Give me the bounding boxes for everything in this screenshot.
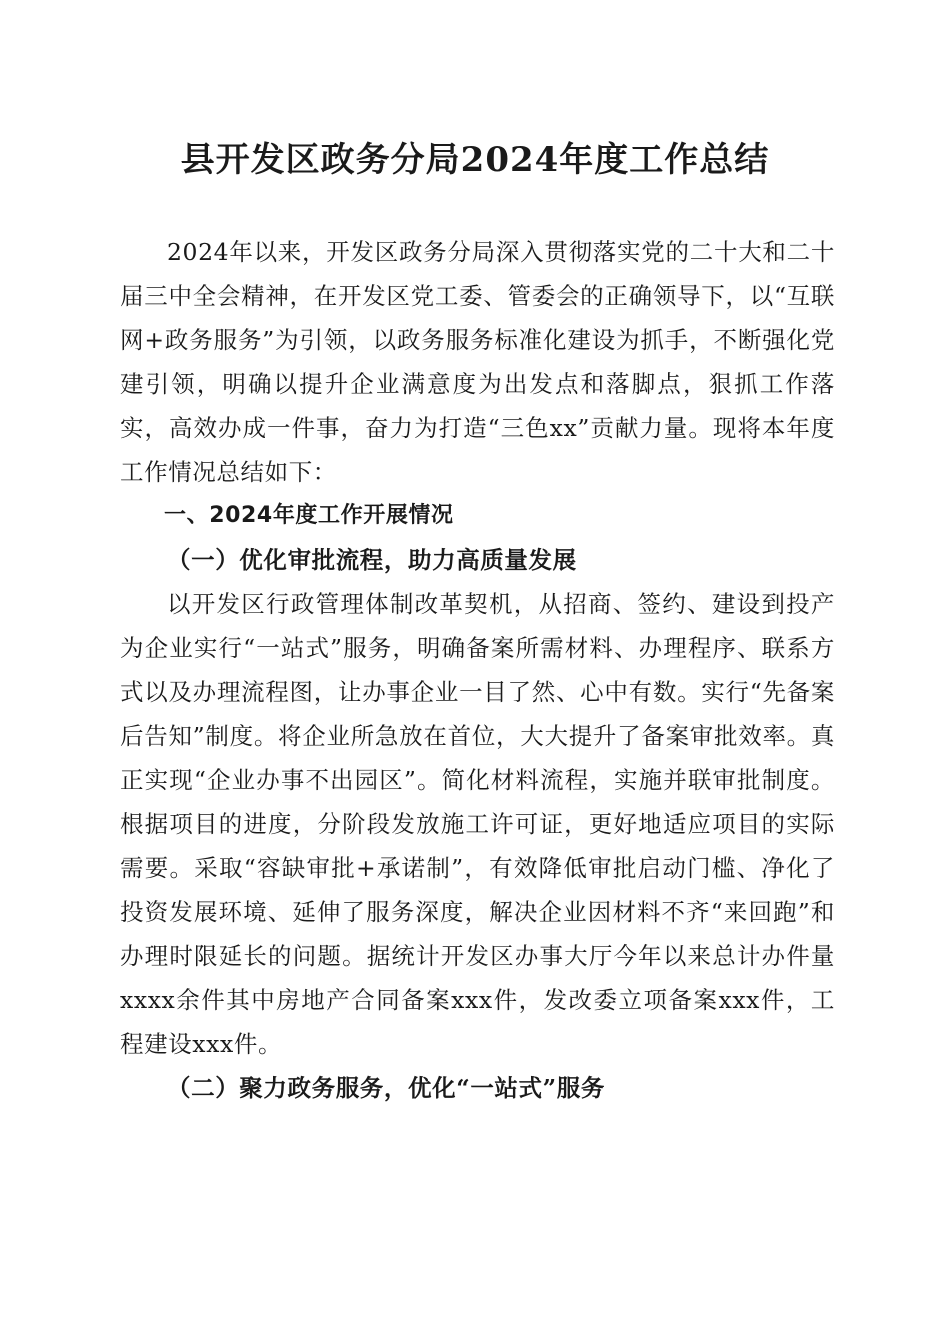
document-title: 县开发区政务分局2024年度工作总结 bbox=[180, 140, 770, 180]
subsection-1-paragraph: 以开发区行政管理体制改革契机，从招商、签约、建设到投产为企业实行“一站式”服务，明确备案所需材料、办理程序、联系方式以及办理流程图，让办事企业一目了然、心中有数。实行“先备案后告知”制度。将企业所急放在首位，大大提升了备案审批效率。真正实现“企业办事不出园区”。简化材料流程，实施并联审批制度。根据项目的进度，分阶段发放施工许可证，更好地适应项目的实际需要。采取“容缺审批+承诺制”，有效降低审批启动门槛、净化了投资发展环境、延伸了服务深度，解决企业因材料不齐“来回跑”和办理时限延长的问题。据统计开发区办事大厅今年以来总计办件量xxxx余件其中房地产合同备案xxx件，发改委立项备案xxx件，工程建设xxx件。 bbox=[120, 590, 835, 1058]
subsection-heading-2: （二）聚力政务服务，优化“一站式”服务 bbox=[167, 1074, 605, 1102]
intro-paragraph: 2024年以来，开发区政务分局深入贯彻落实党的二十大和二十届三中全会精神，在开发区党工委、管委会的正确领导下，以“互联网+政务服务”为引领，以政务服务标准化建设为抓手，不断强化党建引领，明确以提升企业满意度为出发点和落脚点，狠抓工作落实，高效办成一件事，奋力为打造“三色xx”贡献力量。现将本年度工作情况总结如下： bbox=[120, 238, 835, 486]
section-heading-1: 一、2024年度工作开展情况 bbox=[164, 503, 454, 528]
document-body bbox=[120, 230, 835, 1110]
subsection-heading-1: （一）优化审批流程，助力高质量发展 bbox=[167, 546, 577, 574]
